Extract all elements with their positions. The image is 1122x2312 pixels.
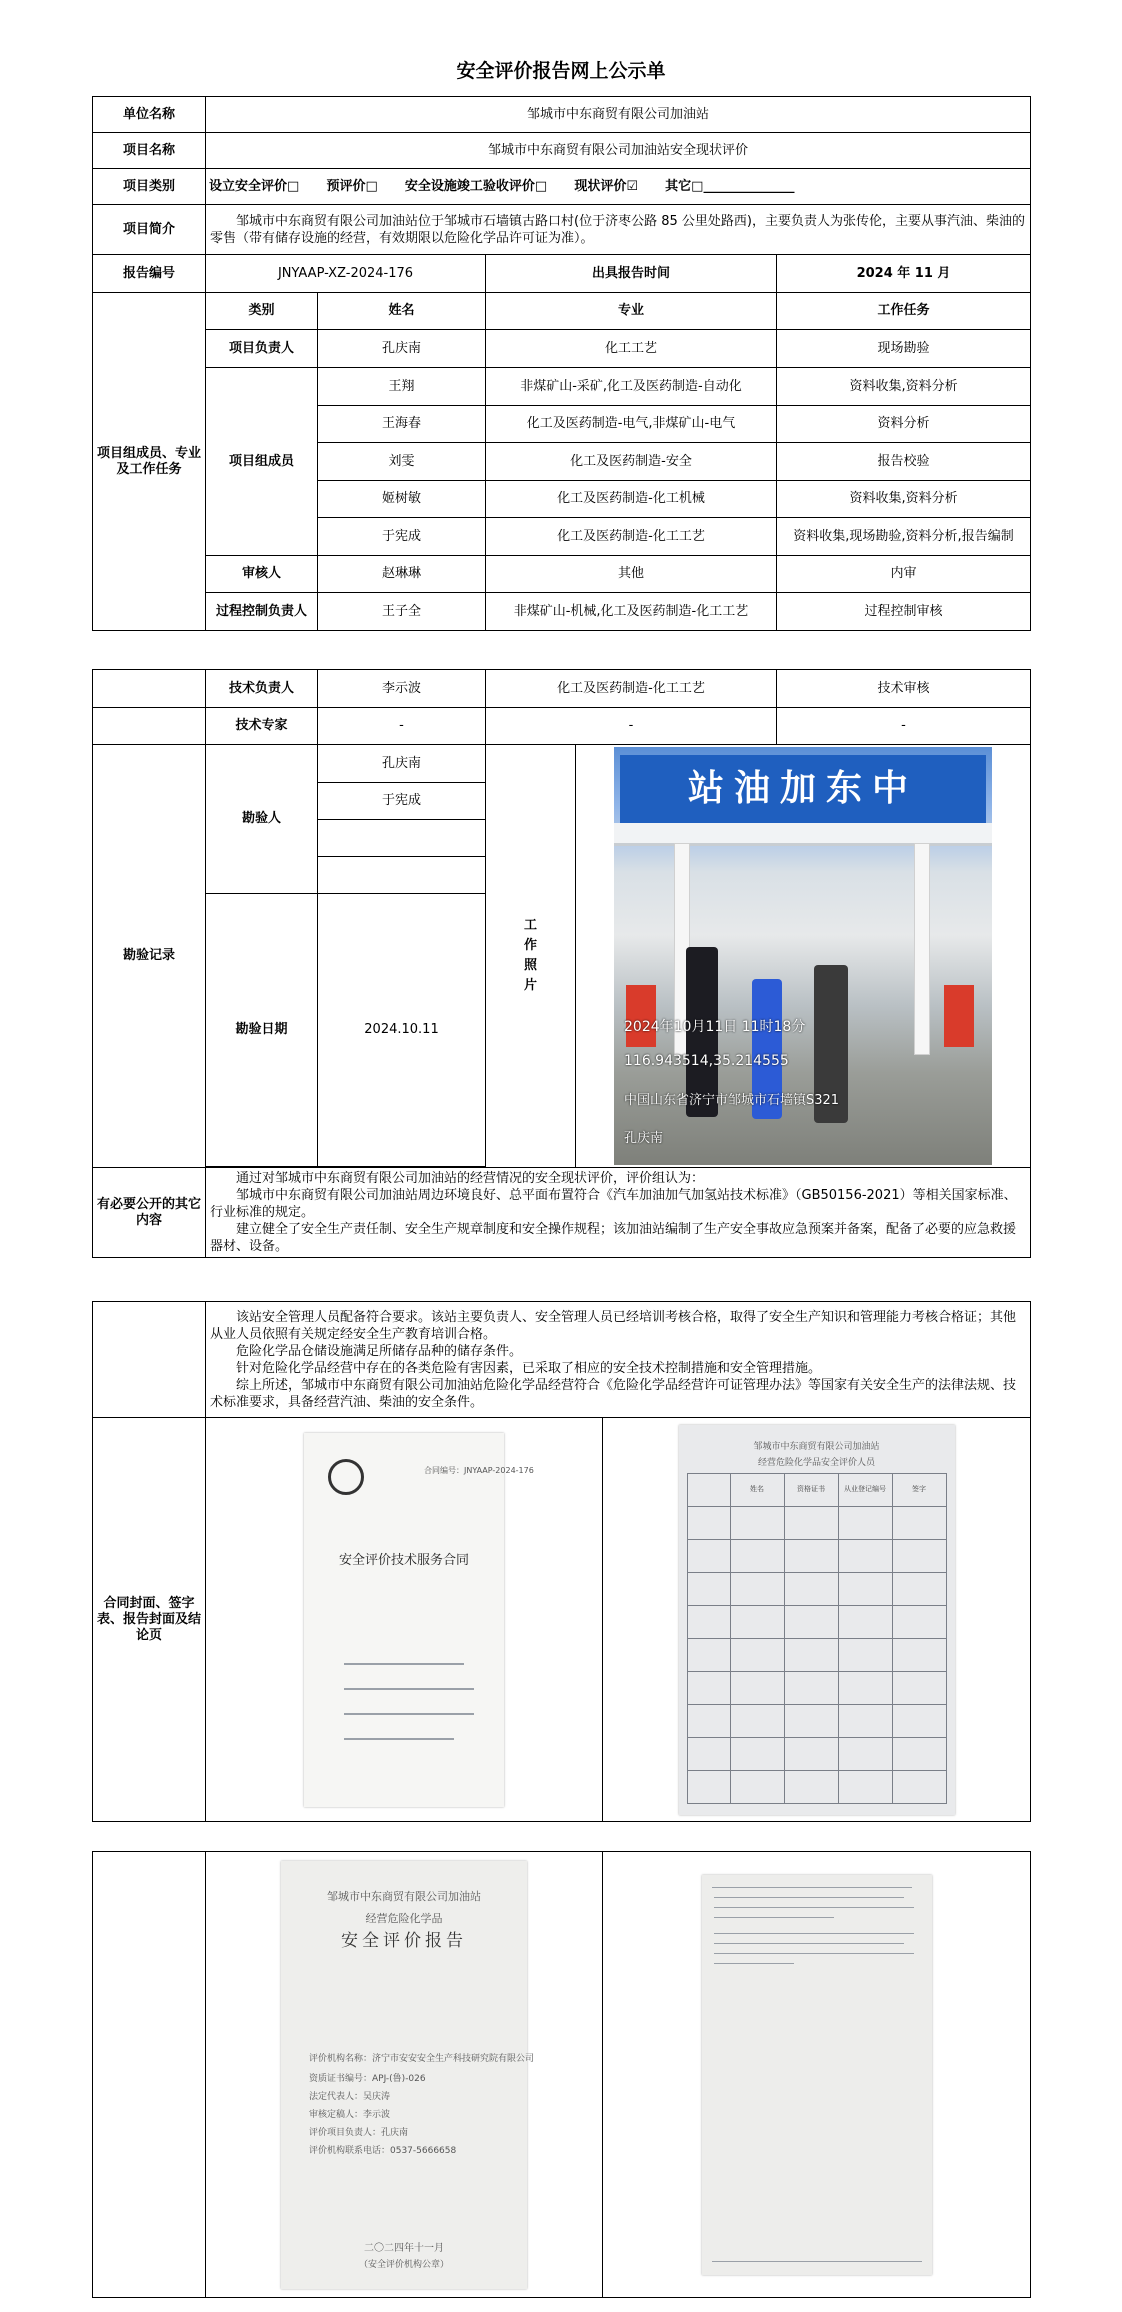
photo-coords: 116.943514,35.214555 bbox=[624, 1053, 789, 1069]
issue-date-value: 2024 年 11 月 bbox=[777, 255, 1031, 293]
disclosure-text: 通过对邹城市中东商贸有限公司加油站的经营情况的安全现状评价，评价组认为： 邹城市中东商贸有限公司加油站周边环境良好、总平面布置符合《汽车加油加气加氢站技术标准》（GB50156-2021）等相关国家标准、行业标准的规定。 建立健全了安全生产责任制、安全生产规章制度和安全操作规程；该加油站编制了生产安全事故应急预案并备案，配备了必要的应急救援器材、设备。 bbox=[206, 1168, 1031, 1258]
contract-table bbox=[92, 1301, 1031, 1822]
type-other: 其它□______________ bbox=[665, 178, 795, 194]
member-major: 化工及医药制造-安全 bbox=[486, 443, 777, 481]
process-name: 王子全 bbox=[318, 593, 486, 631]
label-tech-expert: 技术专家 bbox=[206, 708, 318, 745]
empty-cell bbox=[318, 820, 486, 857]
project-type-options bbox=[206, 169, 1031, 205]
unit-name-value: 邹城市中东商贸有限公司加油站 bbox=[206, 97, 1031, 133]
report-cover-row bbox=[93, 1852, 1031, 2298]
gas-station-photo bbox=[614, 747, 992, 1165]
page-title: 安全评价报告网上公示单 bbox=[456, 60, 666, 82]
blank-cell bbox=[93, 670, 206, 708]
col-major: 专业 bbox=[486, 293, 777, 330]
report-cover-cell bbox=[206, 1852, 603, 2298]
row-project-name bbox=[93, 133, 1031, 169]
member-task: 报告校验 bbox=[777, 443, 1031, 481]
photo-location: 中国山东省济宁市邹城市石墙镇S321 bbox=[624, 1093, 840, 1108]
report-cover-image: 邹城市中东商贸有限公司加油站 经营危险化学品 安全评价报告 评价机构名称：济宁市安安安全生产科技研究院有限公司 资质证书编号：APJ-(鲁)-026 法定代表人：吴庆涛 审核定稿人：李示波 评价项目负责人：孔庆南 评价机构联系电话：0537-5666658 二〇二四年十一月 （安全评价机构公章） bbox=[281, 1861, 527, 2289]
seal-logo-icon bbox=[328, 1459, 364, 1495]
label-project-name: 项目名称 bbox=[93, 133, 206, 169]
member-row bbox=[93, 368, 1031, 406]
label-report-no: 报告编号 bbox=[93, 255, 206, 293]
report-no-value: JNYAAP-XZ-2024-176 bbox=[206, 255, 486, 293]
label-intro: 项目简介 bbox=[93, 205, 206, 255]
leader-name: 孔庆南 bbox=[318, 330, 486, 368]
tech-expert-major: - bbox=[486, 708, 777, 745]
member-name: 于宪成 bbox=[318, 518, 486, 556]
team-leader-row bbox=[93, 330, 1031, 368]
col-name: 姓名 bbox=[318, 293, 486, 330]
type-acceptance: 安全设施竣工验收评价□ bbox=[404, 178, 548, 194]
surveyor-row bbox=[93, 745, 1031, 783]
photo-person: 孔庆南 bbox=[624, 1131, 664, 1146]
continued-text: 该站安全管理人员配备符合要求。该站主要负责人、安全管理人员已经培训考核合格，取得了安全生产知识和管理能力考核合格证；其他从业人员依照有关规定经安全生产教育培训合格。 危险化学品仓储设施满足所储存品种的储存条件。 针对危险化学品经营中存在的各类危险有害因素，已采取了相应的安全技术控制措施和安全管理措施。 综上所述，邹城市中东商贸有限公司加油站危险化学品经营符合《危险化学品经营许可证管理办法》等国家有关安全生产的法律法规、技术标准要求，具备经营汽油、柴油的安全条件。 bbox=[206, 1302, 1031, 1418]
surveyor-name: 于宪成 bbox=[318, 783, 486, 820]
station-sign: 站油加东中 bbox=[620, 755, 986, 823]
process-row bbox=[93, 593, 1031, 631]
leader-major: 化工工艺 bbox=[486, 330, 777, 368]
label-disclosure: 有必要公开的其它内容 bbox=[93, 1168, 206, 1258]
sign-table-image: 邹城市中东商贸有限公司加油站 经营危险化学品安全评价人员 姓名 资格证书 从业登记编号 签字 bbox=[679, 1425, 955, 1815]
label-contract: 合同封面、签字表、报告封面及结论页 bbox=[93, 1418, 206, 1822]
mini-sign-table: 姓名 资格证书 从业登记编号 签字 bbox=[687, 1473, 947, 1804]
conclusion-page-image bbox=[702, 1875, 932, 2275]
tech-expert-row bbox=[93, 708, 1031, 745]
blank-cell bbox=[93, 1302, 206, 1418]
member-major: 非煤矿山-采矿,化工及医药制造-自动化 bbox=[486, 368, 777, 406]
team-header-row bbox=[93, 293, 1031, 330]
label-project-type: 项目类别 bbox=[93, 169, 206, 205]
label-survey-record: 勘验记录 bbox=[93, 745, 206, 1168]
reviewer-type: 审核人 bbox=[206, 556, 318, 593]
row-unit-name bbox=[93, 97, 1031, 133]
contract-title: 安全评价技术服务合同 bbox=[338, 1552, 469, 1568]
label-work-photo: 工作照片 bbox=[486, 745, 576, 1168]
leader-type: 项目负责人 bbox=[206, 330, 318, 368]
empty-cell bbox=[318, 857, 486, 894]
leader-task: 现场勘验 bbox=[777, 330, 1031, 368]
label-issue-time: 出具报告时间 bbox=[486, 255, 777, 293]
reviewer-name: 赵琳琳 bbox=[318, 556, 486, 593]
surveyor-name: 孔庆南 bbox=[318, 745, 486, 783]
report-cover-table bbox=[92, 1851, 1031, 2298]
label-team: 项目组成员、专业及工作任务 bbox=[93, 293, 206, 631]
blank-cell bbox=[93, 708, 206, 745]
member-major: 化工及医药制造-化工工艺 bbox=[486, 518, 777, 556]
intro-text: 邹城市中东商贸有限公司加油站位于邹城市石墙镇古路口村(位于济枣公路 85 公里处路西)，主要负责人为张传伦，主要从事汽油、柴油的零售（带有储存设施的经营，有效期限以危险化学品许可证为准）。 bbox=[206, 205, 1031, 255]
type-pre: 预评价□ bbox=[326, 178, 378, 194]
reviewer-major: 其他 bbox=[486, 556, 777, 593]
conclusion-page-cell bbox=[603, 1852, 1031, 2298]
member-name: 王海春 bbox=[318, 406, 486, 443]
type-establish: 设立安全评价□ bbox=[209, 178, 300, 194]
contract-row bbox=[93, 1418, 1031, 1822]
continued-row bbox=[93, 1302, 1031, 1418]
process-type: 过程控制负责人 bbox=[206, 593, 318, 631]
tech-lead-task: 技术审核 bbox=[777, 670, 1031, 708]
member-name: 刘雯 bbox=[318, 443, 486, 481]
member-task: 资料收集,资料分析 bbox=[777, 368, 1031, 406]
member-name: 王翔 bbox=[318, 368, 486, 406]
type-current: 现状评价☑ bbox=[574, 178, 639, 194]
row-project-type bbox=[93, 169, 1031, 205]
member-name: 姬树敏 bbox=[318, 481, 486, 518]
process-major: 非煤矿山-机械,化工及医药制造-化工工艺 bbox=[486, 593, 777, 631]
row-report-no bbox=[93, 255, 1031, 293]
disclosure-row bbox=[93, 1168, 1031, 1258]
members-type: 项目组成员 bbox=[206, 368, 318, 556]
work-photo bbox=[576, 745, 1031, 1168]
project-name-value: 邹城市中东商贸有限公司加油站安全现状评价 bbox=[206, 133, 1031, 169]
survey-table bbox=[92, 669, 1031, 1258]
survey-date-value: 2024.10.11 bbox=[318, 894, 486, 1167]
basic-info-table bbox=[92, 96, 1031, 631]
member-major: 化工及医药制造-电气,非煤矿山-电气 bbox=[486, 406, 777, 443]
reviewer-task: 内审 bbox=[777, 556, 1031, 593]
report-cover-title: 安全评价报告 bbox=[341, 1930, 467, 1951]
blank-cell bbox=[93, 1852, 206, 2298]
member-task: 资料分析 bbox=[777, 406, 1031, 443]
tech-expert-name: - bbox=[318, 708, 486, 745]
sign-table-cell bbox=[603, 1418, 1031, 1822]
col-type: 类别 bbox=[206, 293, 318, 330]
reviewer-row bbox=[93, 556, 1031, 593]
col-task: 工作任务 bbox=[777, 293, 1031, 330]
member-task: 资料收集,资料分析 bbox=[777, 481, 1031, 518]
contract-doc-cell bbox=[206, 1418, 603, 1822]
row-intro bbox=[93, 205, 1031, 255]
label-surveyor: 勘验人 bbox=[206, 745, 318, 894]
tech-lead-row bbox=[93, 670, 1031, 708]
tech-lead-major: 化工及医药制造-化工工艺 bbox=[486, 670, 777, 708]
label-tech-lead: 技术负责人 bbox=[206, 670, 318, 708]
tech-lead-name: 李示波 bbox=[318, 670, 486, 708]
label-survey-date: 勘验日期 bbox=[206, 894, 318, 1167]
member-major: 化工及医药制造-化工机械 bbox=[486, 481, 777, 518]
label-unit-name: 单位名称 bbox=[93, 97, 206, 133]
member-task: 资料收集,现场勘验,资料分析,报告编制 bbox=[777, 518, 1031, 556]
tech-expert-task: - bbox=[777, 708, 1031, 745]
process-task: 过程控制审核 bbox=[777, 593, 1031, 631]
photo-timestamp: 2024年10月11日 11时18分 bbox=[624, 1019, 806, 1035]
contract-cover-image: 合同编号：JNYAAP-2024-176 安全评价技术服务合同 bbox=[304, 1433, 504, 1807]
